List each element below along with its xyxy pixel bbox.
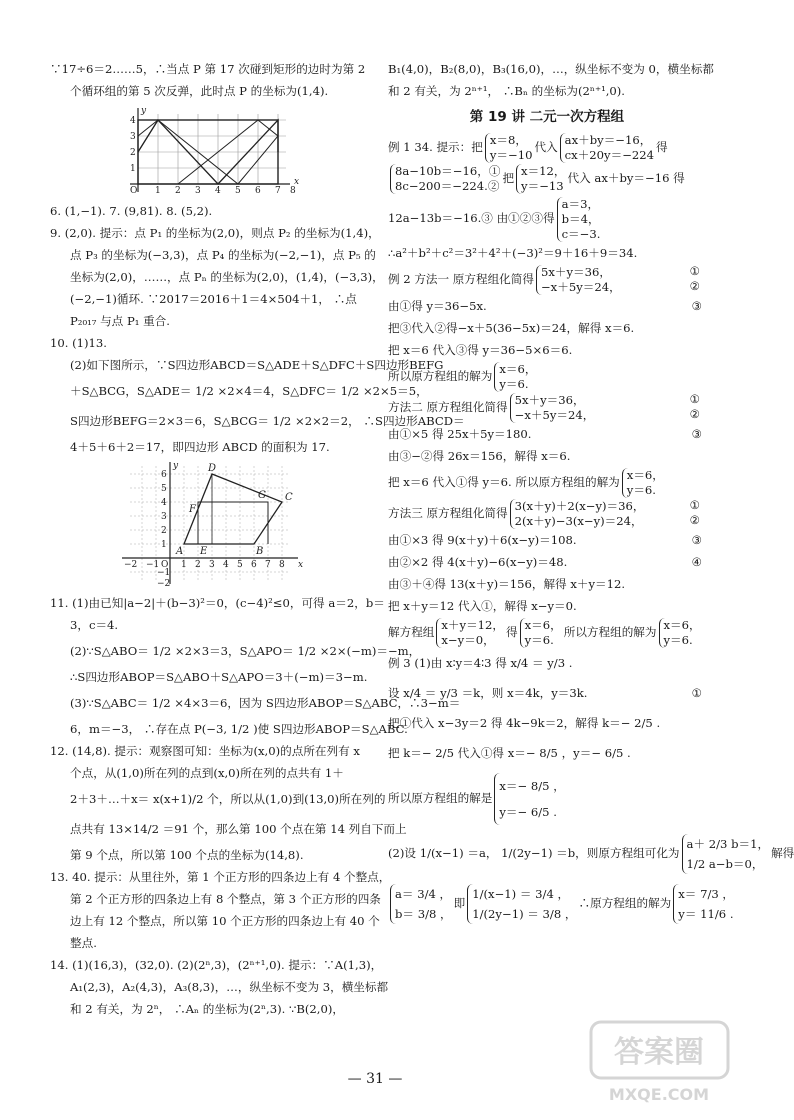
equation-markers: ① ② xyxy=(689,392,700,421)
tick-label: O xyxy=(161,560,169,570)
point-label: B xyxy=(256,546,264,557)
tick-label: 5 xyxy=(237,560,243,570)
text-line: P₂₀₁₇ 与点 P₁ 重合. xyxy=(70,314,170,328)
equation-system: x＝− 8/5 ， y＝− 6/5 . xyxy=(494,773,564,825)
text-line: 例 2 方法一 原方程组化简得 5x＋y＝36， −x＋5y＝24， ① ② xyxy=(388,264,706,295)
text-line: ∴a²＋b²＋c²＝3²＋4²＋(−3)²＝9＋16＋9＝34. xyxy=(388,246,638,260)
text-line: (2)∵S△ABO＝ 1/2 ×2×3＝3，S△APO＝ 1/2 ×2×(−m)＝−m， xyxy=(70,644,421,658)
right-column xyxy=(388,58,794,928)
text-line: 点 P₃ 的坐标为(−3,3)，点 P₄ 的坐标为(−2,−1)，点 P₅ 的 xyxy=(70,248,376,262)
text-line: 6，m＝−3， ∴存在点 P(−3, 1/2 )使 S四边形ABOP＝S△ABC. xyxy=(70,722,408,736)
point-label: E xyxy=(200,546,208,557)
equation-markers: ① ② xyxy=(689,498,700,527)
text-line: 由①得 y＝36−5x. ③ xyxy=(388,299,702,313)
text-line: S四边形BEFG＝2×3＝6，S△BCG＝ 1/2 ×2×2＝2， ∴S四边形ABCD＝ xyxy=(70,414,465,428)
text-line: (2)设 1/(x−1) ＝a， 1/(2y−1) ＝b，则原方程组可化为a＋ 2/3 b＝1， 1/2 a−b＝0，解得 xyxy=(388,828,706,878)
text-line: 个点，从(1,0)所在列的点到(x,0)所在列的点共有 1＋ xyxy=(70,766,344,780)
text-line: ∴S四边形ABOP＝S△ABO＋S△APO＝3＋(−m)＝3−m. xyxy=(70,670,368,684)
equation-markers: ① ② xyxy=(689,264,700,293)
equation-system: 5x＋y＝36， −x＋5y＝24， xyxy=(510,393,595,423)
tick-label: 7 xyxy=(275,186,281,196)
point-label: C xyxy=(285,492,293,503)
text-line: 把③代入②得−x＋5(36−5x)＝24，解得 x＝6. xyxy=(388,321,635,335)
tick-label: 6 xyxy=(255,186,261,196)
equation-system: x＝6， y＝6. xyxy=(659,618,701,648)
text-line: 4＋5＋6＋2＝17，即四边形 ABCD 的面积为 17. xyxy=(70,440,330,454)
equation-system: x＋y＝12， x−y＝0， xyxy=(436,618,504,648)
tick-label: −1 xyxy=(157,568,171,578)
text-line: A₁(2,3)，A₂(4,3)，A₃(8,3)，…，纵坐标不变为 3，横坐标都 xyxy=(70,980,389,994)
text-line: 边上有 12 个整点，所以第 10 个正方形的四条边上有 40 个 xyxy=(70,914,380,928)
text-line: ∵17÷6＝2……5，∴当点 P 第 17 次碰到矩形的边时为第 2 xyxy=(50,62,366,76)
text-line: 把 x＝6 代入③得 y＝36−5×6＝6. xyxy=(388,343,573,357)
text-line: 12a−13b＝−16.③ 由①②③得a＝3， b＝4， c＝−3. xyxy=(388,196,601,241)
lesson-title: 第 19 讲 二元一次方程组 xyxy=(469,109,625,125)
tick-label: 8 xyxy=(279,560,285,570)
text-line: 和 2 有关，为 2ⁿ⁺¹， ∴Bₙ 的坐标为(2ⁿ⁺¹,0). xyxy=(388,84,625,98)
tick-label: 3 xyxy=(130,132,136,142)
point-label: F xyxy=(189,504,196,515)
tick-label: 1 xyxy=(181,560,187,570)
text-line: 由①×5 得 25x＋5y＝180. ③ xyxy=(388,427,702,441)
quadrilateral-abcd xyxy=(184,474,282,544)
tick-label: 5 xyxy=(161,484,167,494)
tick-label: 2 xyxy=(195,560,201,570)
text-line: 14. (1)(16,3)，(32,0). (2)(2ⁿ,3)，(2ⁿ⁺¹,0). 提示：∵A(1,3)， xyxy=(50,958,383,972)
axis-label: x xyxy=(298,560,304,570)
point-label: G xyxy=(258,490,266,501)
text-line: 和 2 有关，为 2ⁿ， ∴Aₙ 的坐标为(2ⁿ,3). ∵B(2,0)， xyxy=(70,1002,344,1016)
axis-label: y xyxy=(173,461,179,471)
text-line: 所以原方程组的解为 x＝6， y＝6. xyxy=(388,362,537,391)
equation-system: 8a−10b＝−16，① 8c−200＝−224.② xyxy=(390,164,500,194)
tick-label: 1 xyxy=(161,540,167,550)
text-line: 由②×2 得 4(x＋y)−6(x−y)＝48. ④ xyxy=(388,555,702,569)
tick-label: 2 xyxy=(161,526,167,536)
text-line: 9. (2,0). 提示：点 P₁ 的坐标为(2,0)，则点 P₂ 的坐标为(1,4)， xyxy=(50,226,380,240)
text-line: ＋S△BCG，S△ADE＝ 1/2 ×2×4＝4，S△DFC＝ 1/2 ×2×5＝5， xyxy=(70,384,428,398)
equation-system: a＝3， b＝4， c＝−3. xyxy=(557,197,601,242)
tick-label: 2 xyxy=(175,186,181,196)
path-line xyxy=(138,120,158,136)
text-line: (−2,−1)循环. ∵2017＝2016＋1＝4×504＋1， ∴点 xyxy=(70,292,357,306)
reflection-path-figure xyxy=(50,104,370,196)
text-line: 由③＋④得 13(x＋y)＝156，解得 x＋y＝12. xyxy=(388,577,626,591)
tick-label: 1 xyxy=(155,186,161,196)
tick-label: −1 xyxy=(146,560,160,570)
text-line: 个循环组的第 5 次反弹，此时点 P 的坐标为(1,4). xyxy=(70,84,329,98)
tick-label: 6 xyxy=(161,470,167,480)
text-line: 由①×3 得 9(x＋y)＋6(x−y)＝108. ③ xyxy=(388,533,702,547)
tick-label: 2 xyxy=(130,148,136,158)
tick-label: 8 xyxy=(290,186,296,196)
tick-label: 4 xyxy=(161,498,167,508)
equation-system: a＋ 2/3 b＝1， 1/2 a−b＝0， xyxy=(682,834,770,874)
tick-label: 4 xyxy=(215,186,221,196)
text-line: 点共有 13×14/2 ＝91 个，那么第 100 个点在第 14 列自下而上 xyxy=(70,822,407,836)
text-line: 把 k＝− 2/5 代入①得 x＝− 8/5 ，y＝− 6/5 . xyxy=(388,746,631,760)
text-line: 方法三 原方程组化简得 3(x＋y)＋2(x−y)＝36， 2(x＋y)−3(x−y)＝24， ① ② xyxy=(388,498,706,529)
text-line: 所以原方程组的解是x＝− 8/5 ， y＝− 6/5 . xyxy=(388,768,706,828)
text-line: 6. (1,−1). 7. (9,81). 8. (5,2). xyxy=(50,204,213,218)
equation-system: 5x＋y＝36， −x＋5y＝24， xyxy=(536,265,621,295)
text-line: 例 3 (1)由 x∶y＝4∶3 得 x/4 ＝ y/3 . xyxy=(388,656,573,670)
text-line: 12. (14,8). 提示：观察图可知：坐标为(x,0)的点所在列有 x xyxy=(50,744,360,758)
text-line: 11. (1)由已知|a−2|＋(b−3)²＝0，(c−4)²≤0，可得 a＝2，b＝ xyxy=(50,596,385,610)
equation-system: a＝ 3/4 ， b＝ 3/8 ， xyxy=(390,884,452,924)
text-line: (3)∵S△ABC＝ 1/2 ×4×3＝6，因为 S四边形ABOP＝S△ABC，∴3−m＝ xyxy=(70,696,461,710)
equation-system: ax＋by＝−16， cx＋20y＝−224 xyxy=(560,133,654,163)
tick-label: −2 xyxy=(124,560,138,570)
text-line: 把 x＝6 代入①得 y＝6. 所以原方程组的解为 x＝6， y＝6. xyxy=(388,468,664,497)
axis-label: x xyxy=(294,177,300,187)
equation-system: x＝8， y＝−10 xyxy=(485,133,533,163)
equation-system: 1/(x−1) ＝ 3/4 ， 1/(2y−1) ＝ 3/8 ， xyxy=(467,884,576,924)
equation-system: x＝6， y＝6. xyxy=(520,618,562,648)
text-line: 解方程组 x＋y＝12， x−y＝0，得 x＝6， y＝6.所以方程组的解为 x＝6， y＝6. xyxy=(388,618,701,647)
axis-label: y xyxy=(141,106,147,116)
text-line: (2)如下图所示，∵S四边形ABCD＝S△ADE＋S△DFC＋S四边形BEFG xyxy=(70,358,444,372)
equation-system: x＝6， y＝6. xyxy=(622,468,664,498)
text-line: 整点. xyxy=(70,936,97,950)
equation-system: x＝ 7/3 ， y＝ 11/6 . xyxy=(673,884,734,924)
tick-label: 3 xyxy=(161,512,167,522)
text-line: a＝ 3/4 ， b＝ 3/8 ，即1/(x−1) ＝ 3/4 ， 1/(2y−1) ＝ 3/8 ，∴原方程组的解为x＝ 7/3 ， y＝ 11/6 . xyxy=(388,878,706,928)
text-line: 3，c＝4. xyxy=(70,618,119,632)
equation-system: x＝6， y＝6. xyxy=(494,362,536,392)
text-line: B₁(4,0)，B₂(8,0)，B₃(16,0)，…，纵坐标不变为 0，横坐标都 xyxy=(388,62,714,76)
text-line: 例 1 34. 提示：把 x＝8， y＝−10代入 ax＋by＝−16， cx＋20y＝−224得 xyxy=(388,133,668,162)
text-line: 把①代入 x−3y＝2 得 4k−9k＝2，解得 k＝− 2/5 . xyxy=(388,716,661,730)
tick-label: 4 xyxy=(130,116,136,126)
tick-label: 3 xyxy=(209,560,215,570)
tick-label: 5 xyxy=(235,186,241,196)
equation-system: x＝12， y＝−13 xyxy=(516,164,565,194)
text-line: 8a−10b＝−16，① 8c−200＝−224.②把 x＝12， y＝−13代入 ax＋by＝−16 得 xyxy=(388,163,706,194)
text-line: 10. (1)13. xyxy=(50,336,107,350)
tick-label: −2 xyxy=(157,579,171,589)
quadrilateral-grid-figure xyxy=(50,460,370,588)
svg-text:MXQE.COM: MXQE.COM xyxy=(608,1085,710,1104)
text-line: 13. 40. 提示：从里往外，第 1 个正方形的四条边上有 4 个整点， xyxy=(50,870,391,884)
tick-label: 7 xyxy=(265,560,271,570)
text-line: 第 9 个点，所以第 100 个点的坐标为(14,8). xyxy=(70,848,304,862)
watermark-logo xyxy=(587,1018,732,1106)
svg-text:答案圈: 答案圈 xyxy=(614,1035,704,1070)
tick-label: 6 xyxy=(251,560,257,570)
text-line: 第 2 个正方形的四条边上有 8 个整点，第 3 个正方形的四条 xyxy=(70,892,381,906)
point-label: A xyxy=(176,546,184,557)
text-line: 由③−②得 26x＝156，解得 x＝6. xyxy=(388,449,571,463)
text-line: 方法二 原方程组化简得 5x＋y＝36， −x＋5y＝24， ① ② xyxy=(388,392,706,423)
point-label: D xyxy=(208,463,217,474)
text-line: 2＋3＋…＋x＝ x(x+1)/2 个，所以从(1,0)到(13,0)所在列的 xyxy=(70,792,386,806)
page-number: — 31 — xyxy=(347,1071,403,1087)
tick-label: 1 xyxy=(130,164,136,174)
tick-label: 3 xyxy=(195,186,201,196)
tick-label: 4 xyxy=(223,560,229,570)
text-line: 设 x/4 ＝ y/3 ＝k，则 x＝4k，y＝3k. ① xyxy=(388,686,702,700)
equation-system: 3(x＋y)＋2(x−y)＝36， 2(x＋y)−3(x−y)＝24， xyxy=(510,499,645,529)
text-line: 坐标为(2,0)，……，点 Pₙ 的坐标为(2,0)，(1,4)，(−3,3)， xyxy=(70,270,384,284)
text-line: 把 x＋y＝12 代入①，解得 x−y＝0. xyxy=(388,599,577,613)
tick-label: O xyxy=(130,186,138,196)
